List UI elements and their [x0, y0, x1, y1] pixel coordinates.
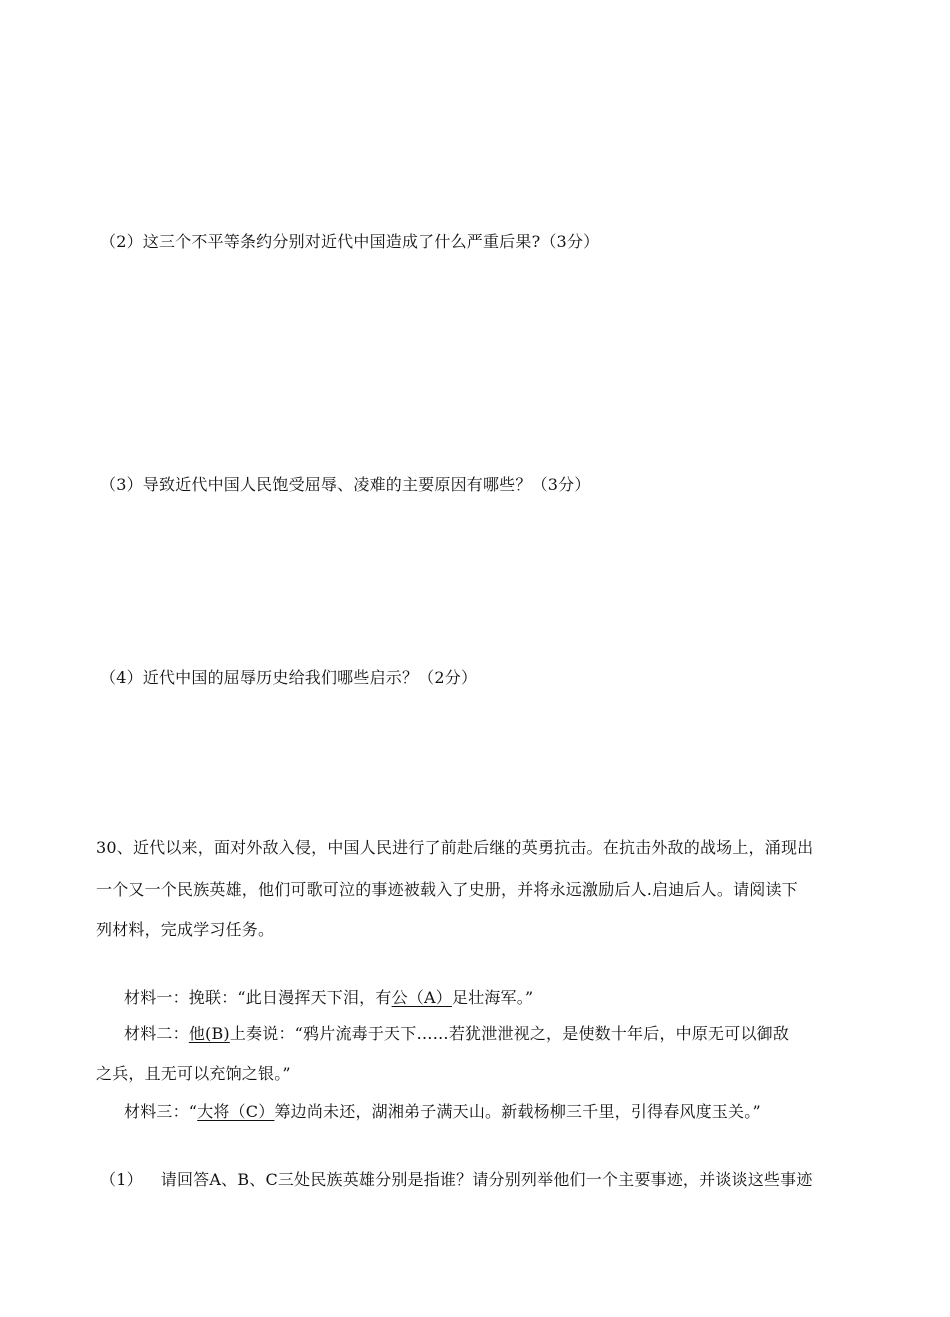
- sub-question-1: [100, 1170, 813, 1190]
- material-2: [124, 1024, 789, 1044]
- question-2: （2）这三个不平等条约分别对近代中国造成了什么严重后果?（3分）: [100, 232, 600, 251]
- material-3-blank-c: 大将（C）: [197, 1102, 275, 1121]
- material-1-suffix: 足壮海军。”: [451, 988, 534, 1007]
- question-30-line-1: 30、近代以来，面对外敌入侵，中国人民进行了前赴后继的英勇抗击。在抗击外敌的战场上，涌现出: [96, 838, 814, 857]
- material-3: [124, 1102, 761, 1122]
- material-2-blank-b: 他(B): [188, 1024, 230, 1043]
- sub-question-1-label: （1）: [100, 1170, 143, 1189]
- material-3-suffix: 筹边尚未还，湖湘弟子满天山。新载杨柳三千里，引得春风度玉关。”: [274, 1102, 761, 1121]
- question-3: （3）导致近代中国人民饱受屈辱、凌难的主要原因有哪些？（3分）: [100, 475, 591, 494]
- material-1-blank-a: 公（A）: [391, 988, 452, 1007]
- material-1-prefix: 材料一：挽联：“此日漫挥天下泪，有: [124, 988, 392, 1007]
- material-2-suffix: 上奏说：“鸦片流毒于天下……若犹泄泄视之，是使数十年后，中原无可以御敌: [229, 1024, 790, 1043]
- material-2-prefix: 材料二：: [124, 1024, 189, 1043]
- question-30-line-3: 列材料，完成学习任务。: [96, 920, 275, 939]
- material-1: [124, 988, 533, 1008]
- material-2-line-2: 之兵，且无可以充饷之银。”: [96, 1064, 291, 1083]
- sub-question-1-text: 请回答A、B、C三处民族英雄分别是指谁？请分别列举他们一个主要事迹，并谈谈这些事迹: [160, 1170, 813, 1189]
- question-30-line-2: 一个又一个民族英雄，他们可歌可泣的事迹被载入了史册，并将永远激励后人.启迪后人。请阅读下: [96, 880, 798, 899]
- question-4: （4）近代中国的屈辱历史给我们哪些启示？（2分）: [100, 668, 478, 687]
- material-3-prefix: 材料三：“: [124, 1102, 198, 1121]
